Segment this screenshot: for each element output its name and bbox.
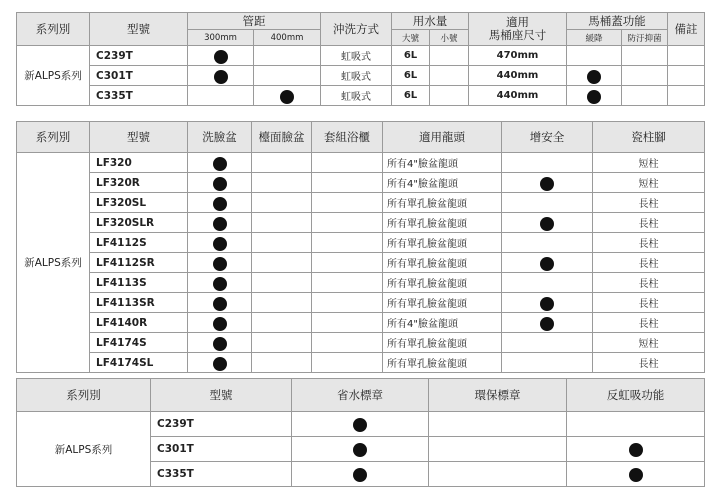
water-small-cell	[430, 46, 469, 66]
table-row	[17, 293, 705, 313]
faucet-cell: 所有單孔臉盆龍頭	[383, 193, 502, 213]
basin-cell	[188, 273, 252, 293]
model-cell: LF4112SR	[90, 253, 188, 273]
pipe-300-cell	[188, 66, 254, 86]
pipe-400-cell	[254, 46, 321, 66]
basin-cell	[188, 153, 252, 173]
water-label-cell	[292, 437, 429, 462]
model-cell: C301T	[90, 66, 188, 86]
water-big-cell: 6L	[392, 46, 430, 66]
header-counter-basin: 檯面臉盆	[252, 122, 312, 153]
counter-cell	[252, 273, 312, 293]
counter-cell	[252, 173, 312, 193]
header-lid-antifoul: 防汙抑菌	[622, 30, 668, 46]
filled-circle-icon	[214, 50, 228, 64]
basin-cell	[188, 353, 252, 373]
pipe-300-cell	[188, 86, 254, 106]
header-series: 系列別	[17, 122, 90, 153]
faucet-cell: 所有4"臉盆龍頭	[383, 173, 502, 193]
header-pipe-distance: 管距	[188, 13, 321, 30]
header-seat-size	[469, 13, 567, 46]
filled-circle-icon	[540, 317, 554, 331]
pedestal-cell: 長柱	[593, 213, 705, 233]
header-pipe-300: 300mm	[188, 30, 254, 46]
faucet-cell: 所有單孔臉盆龍頭	[383, 293, 502, 313]
header-cabinet-set: 套組浴櫃	[312, 122, 383, 153]
filled-circle-icon	[213, 337, 227, 351]
header-water-usage: 用水量	[392, 13, 469, 30]
header-lid-function: 馬桶蓋功能	[567, 13, 668, 30]
filled-circle-icon	[213, 217, 227, 231]
model-cell: C239T	[151, 412, 292, 437]
table-row	[17, 412, 705, 437]
counter-cell	[252, 253, 312, 273]
model-cell: C335T	[90, 86, 188, 106]
safety-cell	[502, 333, 593, 353]
counter-cell	[252, 213, 312, 233]
counter-cell	[252, 333, 312, 353]
counter-cell	[252, 193, 312, 213]
pedestal-cell: 長柱	[593, 253, 705, 273]
faucet-cell: 所有單孔臉盆龍頭	[383, 353, 502, 373]
remark-cell	[668, 86, 705, 106]
flush-cell: 虹吸式	[321, 66, 392, 86]
header-eco-label: 環保標章	[429, 379, 567, 412]
header-anti-siphon: 反虹吸功能	[567, 379, 705, 412]
pedestal-cell: 短柱	[593, 333, 705, 353]
cabinet-cell	[312, 293, 383, 313]
basin-cell	[188, 193, 252, 213]
header-water-big: 大號	[392, 30, 430, 46]
header-series: 系列別	[17, 13, 90, 46]
cabinet-cell	[312, 193, 383, 213]
model-cell: LF320	[90, 153, 188, 173]
remark-cell	[668, 46, 705, 66]
flush-cell: 虹吸式	[321, 86, 392, 106]
pedestal-cell: 長柱	[593, 273, 705, 293]
pipe-300-cell	[188, 46, 254, 66]
model-cell: LF4113SR	[90, 293, 188, 313]
cabinet-cell	[312, 253, 383, 273]
eco-label-cell	[429, 412, 567, 437]
filled-circle-icon	[280, 90, 294, 104]
seat-size-cell: 440mm	[469, 66, 567, 86]
water-label-cell	[292, 412, 429, 437]
filled-circle-icon	[213, 177, 227, 191]
basin-cell	[188, 213, 252, 233]
cabinet-cell	[312, 233, 383, 253]
header-pipe-400: 400mm	[254, 30, 321, 46]
table-row	[17, 213, 705, 233]
safety-cell	[502, 193, 593, 213]
eco-label-cell	[429, 462, 567, 487]
pipe-400-cell	[254, 66, 321, 86]
safety-cell	[502, 153, 593, 173]
anti-siphon-cell	[567, 437, 705, 462]
cabinet-cell	[312, 333, 383, 353]
cabinet-cell	[312, 313, 383, 333]
table-row	[17, 353, 705, 373]
water-label-cell	[292, 462, 429, 487]
header-basin: 洗臉盆	[188, 122, 252, 153]
model-cell: LF4174SL	[90, 353, 188, 373]
header-safety: 增安全	[502, 122, 593, 153]
counter-cell	[252, 153, 312, 173]
faucet-cell: 所有4"臉盆龍頭	[383, 153, 502, 173]
flush-cell: 虹吸式	[321, 46, 392, 66]
basin-cell	[188, 253, 252, 273]
anti-siphon-cell	[567, 462, 705, 487]
counter-cell	[252, 353, 312, 373]
eco-label-cell	[429, 437, 567, 462]
cabinet-cell	[312, 213, 383, 233]
remark-cell	[668, 66, 705, 86]
filled-circle-icon	[540, 177, 554, 191]
counter-cell	[252, 293, 312, 313]
table-row	[17, 153, 705, 173]
header-model: 型號	[90, 122, 188, 153]
filled-circle-icon	[540, 297, 554, 311]
table-row	[17, 46, 705, 66]
pedestal-cell: 長柱	[593, 193, 705, 213]
basin-cell	[188, 173, 252, 193]
series-name: 新ALPS系列	[17, 153, 90, 373]
safety-cell	[502, 253, 593, 273]
faucet-cell: 所有單孔臉盆龍頭	[383, 273, 502, 293]
lid-antifoul-cell	[622, 86, 668, 106]
safety-cell	[502, 173, 593, 193]
faucet-cell: 所有4"臉盆龍頭	[383, 313, 502, 333]
model-cell: LF320R	[90, 173, 188, 193]
model-cell: LF4174S	[90, 333, 188, 353]
table-row	[17, 313, 705, 333]
safety-cell	[502, 353, 593, 373]
header-seat-size-line1: 適用	[506, 15, 529, 29]
filled-circle-icon	[629, 468, 643, 482]
lid-slow-cell	[567, 66, 622, 86]
model-cell: C239T	[90, 46, 188, 66]
pedestal-cell: 短柱	[593, 173, 705, 193]
table-row	[17, 253, 705, 273]
basin-cell	[188, 313, 252, 333]
seat-size-cell: 440mm	[469, 86, 567, 106]
filled-circle-icon	[213, 237, 227, 251]
model-cell: C301T	[151, 437, 292, 462]
filled-circle-icon	[213, 317, 227, 331]
safety-cell	[502, 313, 593, 333]
anti-siphon-cell	[567, 412, 705, 437]
table-row	[17, 66, 705, 86]
water-big-cell: 6L	[392, 86, 430, 106]
model-cell: LF4112S	[90, 233, 188, 253]
header-lid-slow-close: 緩降	[567, 30, 622, 46]
lid-slow-cell	[567, 86, 622, 106]
header-water-small: 小號	[430, 30, 469, 46]
model-cell: LF320SL	[90, 193, 188, 213]
cabinet-cell	[312, 173, 383, 193]
header-series: 系列別	[17, 379, 151, 412]
water-small-cell	[430, 86, 469, 106]
filled-circle-icon	[540, 217, 554, 231]
seat-size-cell: 470mm	[469, 46, 567, 66]
basin-cell	[188, 293, 252, 313]
counter-cell	[252, 313, 312, 333]
table-row	[17, 333, 705, 353]
series-name: 新ALPS系列	[17, 46, 90, 106]
filled-circle-icon	[353, 443, 367, 457]
cabinet-cell	[312, 273, 383, 293]
filled-circle-icon	[213, 277, 227, 291]
filled-circle-icon	[353, 468, 367, 482]
faucet-cell: 所有單孔臉盆龍頭	[383, 213, 502, 233]
table-row	[17, 233, 705, 253]
table-row	[17, 86, 705, 106]
faucet-cell: 所有單孔臉盆龍頭	[383, 253, 502, 273]
safety-cell	[502, 293, 593, 313]
lid-antifoul-cell	[622, 66, 668, 86]
filled-circle-icon	[213, 357, 227, 371]
counter-cell	[252, 233, 312, 253]
basin-cell	[188, 333, 252, 353]
filled-circle-icon	[587, 70, 601, 84]
filled-circle-icon	[213, 297, 227, 311]
water-small-cell	[430, 66, 469, 86]
basin-spec-table	[16, 121, 705, 373]
safety-cell	[502, 213, 593, 233]
filled-circle-icon	[213, 197, 227, 211]
table-row	[17, 173, 705, 193]
header-remark: 備註	[668, 13, 705, 46]
header-seat-size-line2: 馬桶座尺寸	[488, 28, 547, 42]
header-model: 型號	[151, 379, 292, 412]
basin-cell	[188, 233, 252, 253]
table-row	[17, 193, 705, 213]
header-water-saving-label: 省水標章	[292, 379, 429, 412]
pedestal-cell: 長柱	[593, 233, 705, 253]
filled-circle-icon	[353, 418, 367, 432]
safety-cell	[502, 233, 593, 253]
filled-circle-icon	[587, 90, 601, 104]
model-cell: LF320SLR	[90, 213, 188, 233]
cabinet-cell	[312, 353, 383, 373]
model-cell: LF4113S	[90, 273, 188, 293]
header-flush-method: 沖洗方式	[321, 13, 392, 46]
pedestal-cell: 長柱	[593, 313, 705, 333]
faucet-cell: 所有單孔臉盆龍頭	[383, 233, 502, 253]
filled-circle-icon	[629, 443, 643, 457]
pipe-400-cell	[254, 86, 321, 106]
pedestal-cell: 短柱	[593, 153, 705, 173]
filled-circle-icon	[540, 257, 554, 271]
pedestal-cell: 長柱	[593, 293, 705, 313]
model-cell: LF4140R	[90, 313, 188, 333]
table-row	[17, 273, 705, 293]
safety-cell	[502, 273, 593, 293]
filled-circle-icon	[213, 257, 227, 271]
certification-table	[16, 378, 705, 487]
header-pedestal: 瓷柱腳	[593, 122, 705, 153]
model-cell: C335T	[151, 462, 292, 487]
pedestal-cell: 長柱	[593, 353, 705, 373]
water-big-cell: 6L	[392, 66, 430, 86]
lid-antifoul-cell	[622, 46, 668, 66]
lid-slow-cell	[567, 46, 622, 66]
series-name: 新ALPS系列	[17, 412, 151, 487]
header-model: 型號	[90, 13, 188, 46]
cabinet-cell	[312, 153, 383, 173]
filled-circle-icon	[213, 157, 227, 171]
filled-circle-icon	[214, 70, 228, 84]
toilet-spec-table	[16, 12, 705, 106]
header-faucet: 適用龍頭	[383, 122, 502, 153]
faucet-cell: 所有單孔臉盆龍頭	[383, 333, 502, 353]
